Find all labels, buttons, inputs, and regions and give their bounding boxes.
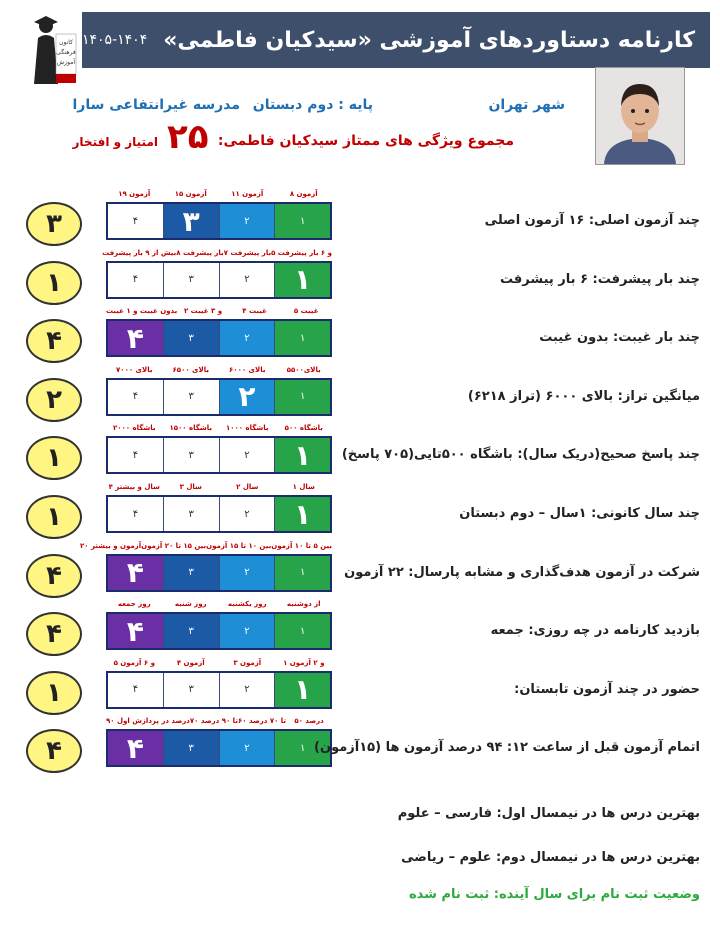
level-label: ۲۰ آزمون و بیشتر [79, 541, 142, 550]
level-cell: ۲ [219, 673, 275, 707]
level-label: ۸ آزمون [289, 190, 318, 198]
level-cell: ۴ [108, 614, 163, 648]
level-bar [106, 554, 332, 592]
level-cell: ۱ [274, 497, 330, 531]
level-label: ۱۵ آزمون [174, 190, 207, 198]
level-cell: ۲ [219, 380, 275, 414]
level-labels [106, 424, 332, 432]
level-bar [106, 319, 332, 357]
report-header [82, 12, 710, 68]
level-label: ۱۱ آزمون [231, 190, 264, 198]
level-cell: ۳ [163, 731, 219, 765]
level-cell: ۱ [274, 321, 330, 355]
achievement-row [0, 541, 720, 603]
level-label: روز شنبه [174, 600, 207, 609]
best-subjects-term1: بهترین درس ها در نیمسال اول: فارسی – علوم [397, 806, 700, 821]
level-labels [106, 190, 332, 198]
level-label: ۴ آزمون [176, 658, 205, 667]
criterion-text: چند سال کانونی: ۱سال – دوم دبستان [459, 506, 700, 521]
report-period: ۱۴۰۵-۱۴۰۴ [82, 32, 148, 48]
level-bar [106, 261, 332, 299]
level-label: ۷۰ تا ۹۰ درصد [189, 717, 238, 726]
level-label: ۲ و ۳ غیبت [183, 307, 223, 316]
level-label: بین ۵ تا ۱۰ آزمون [271, 541, 332, 550]
level-cell: ۲ [219, 263, 275, 297]
honor-label: امتیاز و افتخار [72, 135, 158, 149]
level-bar [106, 202, 332, 240]
level-labels [106, 307, 332, 315]
level-cell: ۴ [108, 204, 163, 238]
criterion-text: چند بار پیشرفت: ۶ بار پیشرفت [499, 271, 700, 287]
criterion-text: چند پاسخ صحیح(دریک سال): باشگاه ۵۰۰تایی(۷۰۵ پاسخ) [341, 447, 700, 463]
level-label: بالای۵۵۰۰ [286, 365, 321, 374]
score-circle: ۱ [26, 261, 82, 305]
level-labels [106, 483, 332, 491]
level-cell: ۳ [163, 380, 219, 414]
level-cell: ۴ [108, 731, 163, 765]
criterion-text: شرکت در آزمون هدف‌گذاری و مشابه پارسال: ۲۲ آزمون [344, 564, 700, 580]
level-label: باشگاه ۵۰۰ [284, 424, 323, 433]
level-cell: ۴ [108, 673, 163, 707]
level-labels [106, 659, 332, 667]
level-label: ۹۰ درصد در پردازش اول [106, 717, 190, 726]
level-label: بین ۱۰ تا ۱۵ آزمون [206, 541, 272, 550]
achievement-row [0, 190, 720, 251]
level-cell: ۳ [163, 673, 219, 707]
level-labels [102, 248, 332, 257]
criterion-text: بازدید کارنامه در چه روزی: جمعه [490, 623, 700, 639]
level-label: ۵۰ درصد [294, 717, 324, 726]
level-cell: ۱ [274, 380, 330, 414]
kanoon-logo [28, 14, 78, 86]
level-label: بدون غیبت و ۱ غیبت [106, 307, 178, 316]
level-bar [106, 495, 332, 533]
level-labels [79, 541, 332, 550]
level-label: باشگاه ۱۰۰۰ [225, 424, 269, 433]
level-cell: ۴ [108, 321, 163, 355]
level-cell: ۳ [163, 321, 219, 355]
criterion-text: چند آزمون اصلی: ۱۶ آزمون اصلی [484, 213, 700, 228]
level-cell: ۱ [274, 556, 330, 590]
level-cell: ۳ [163, 497, 219, 531]
grade-info: پایه : دوم دبستان [252, 97, 373, 113]
achievement-row [0, 658, 720, 720]
level-label: بالای ۶۰۰۰ [229, 365, 266, 374]
score-circle: ۱ [26, 436, 82, 480]
level-label: ۱ و ۲ آزمون [283, 658, 325, 667]
school-info: مدرسه غیرانتفاعی سارا [72, 97, 240, 113]
score-circle: ۴ [26, 729, 82, 773]
level-cell: ۲ [219, 556, 275, 590]
level-cell: ۴ [108, 556, 163, 590]
criterion-text: اتمام آزمون قبل از ساعت ۱۲: ۹۴ درصد آزمون ها (۱۵آزمون) [314, 740, 700, 756]
level-cell: ۳ [163, 263, 219, 297]
level-label: ۵ و ۶ بار پیشرفت [271, 248, 332, 257]
level-label: بیش از ۹ بار پیشرفت [102, 248, 177, 257]
level-labels [106, 366, 332, 374]
best-subjects-term2: بهترین درس ها در نیمسال دوم: علوم – ریاضی [401, 850, 700, 865]
achievement-row [0, 424, 720, 485]
achievement-row [0, 717, 720, 778]
achievement-row [0, 307, 720, 368]
report-title: کارنامه دستاوردهای آموزشی «سیدکیان فاطمی» [163, 27, 695, 53]
student-photo [595, 67, 685, 165]
level-cell: ۱ [274, 673, 330, 707]
level-cell: ۲ [219, 614, 275, 648]
level-bar [106, 378, 332, 416]
score-circle: ۱ [26, 671, 82, 715]
level-labels [106, 600, 332, 608]
achievement-row [0, 600, 720, 661]
level-cell: ۴ [108, 438, 163, 472]
level-label: بالای ۷۰۰۰ [116, 365, 153, 374]
score-circle: ۴ [26, 319, 82, 363]
level-label: ۷ بار پیشرفت [223, 248, 272, 257]
level-label: ۶۰ تا ۷۰ درصد [237, 717, 287, 726]
achievement-row [0, 248, 720, 310]
level-label: بین ۱۵ تا ۲۰ آزمون [141, 541, 207, 550]
achievement-row [0, 365, 720, 427]
level-cell: ۲ [219, 731, 275, 765]
criterion-text: میانگین تراز: بالای ۶۰۰۰ (تراز ۶۲۱۸) [467, 388, 700, 404]
level-label: ۵ غیبت [293, 307, 319, 316]
level-label: ۵ و ۶ آزمون [113, 658, 155, 667]
score-circle: ۴ [26, 612, 82, 656]
level-label: ۳ سال [179, 483, 202, 491]
level-cell: ۲ [219, 438, 275, 472]
score-circle: ۳ [26, 202, 82, 246]
level-label: ۸ بار پیشرفت [176, 248, 224, 257]
level-label: ۴ غیبت [242, 307, 267, 316]
level-cell: ۴ [108, 263, 163, 297]
svg-text:کانون: کانون [59, 39, 73, 46]
level-label: ۱۹ آزمون [118, 190, 151, 198]
level-cell: ۱ [274, 731, 330, 765]
level-label: ۱ سال [292, 483, 315, 491]
level-cell: ۱ [274, 204, 330, 238]
city-info: شهر تهران [488, 97, 565, 113]
level-label: باشگاه ۱۵۰۰ [169, 424, 212, 433]
level-label: روز جمعه [117, 600, 151, 609]
level-cell: ۳ [163, 614, 219, 648]
svg-text:آموزش: آموزش [56, 59, 76, 66]
level-bar [106, 729, 332, 767]
level-bar [106, 612, 332, 650]
level-cell: ۲ [219, 497, 275, 531]
level-cell: ۳ [163, 204, 219, 238]
level-label: باشگاه ۲۰۰۰ [112, 424, 156, 433]
score-circle: ۱ [26, 495, 82, 539]
level-cell: ۳ [163, 438, 219, 472]
level-label: ۲ سال [236, 483, 259, 491]
score-circle: ۲ [26, 378, 82, 422]
level-cell: ۴ [108, 380, 163, 414]
level-cell: ۱ [274, 614, 330, 648]
level-labels [106, 717, 332, 725]
summary-label: مجموع ویژگی های ممتاز سیدکیان فاطمی: [217, 133, 514, 149]
registration-status: وضعیت ثبت نام برای سال آینده: ثبت نام شده [408, 887, 700, 902]
level-label: از دوشنبه [286, 600, 321, 609]
level-cell: ۲ [219, 204, 275, 238]
level-cell: ۱ [274, 263, 330, 297]
level-label: بالای ۶۵۰۰ [172, 365, 209, 374]
level-label: ۴ سال و بیشتر [108, 483, 160, 491]
level-label: ۳ آزمون [233, 658, 262, 667]
svg-text:فرهنگی: فرهنگی [56, 49, 76, 56]
level-cell: ۳ [163, 556, 219, 590]
level-cell: ۲ [219, 321, 275, 355]
score-circle: ۴ [26, 554, 82, 598]
criterion-text: حضور در چند آزمون تابستان: [514, 681, 700, 697]
criterion-text: چند بار غیبت: بدون غیبت [539, 330, 700, 346]
total-score: ۲۵ [167, 117, 209, 157]
level-cell: ۴ [108, 497, 163, 531]
level-label: روز یکشنبه [227, 600, 267, 609]
level-cell: ۱ [274, 438, 330, 472]
level-bar [106, 671, 332, 709]
achievement-row [0, 483, 720, 544]
level-bar [106, 436, 332, 474]
